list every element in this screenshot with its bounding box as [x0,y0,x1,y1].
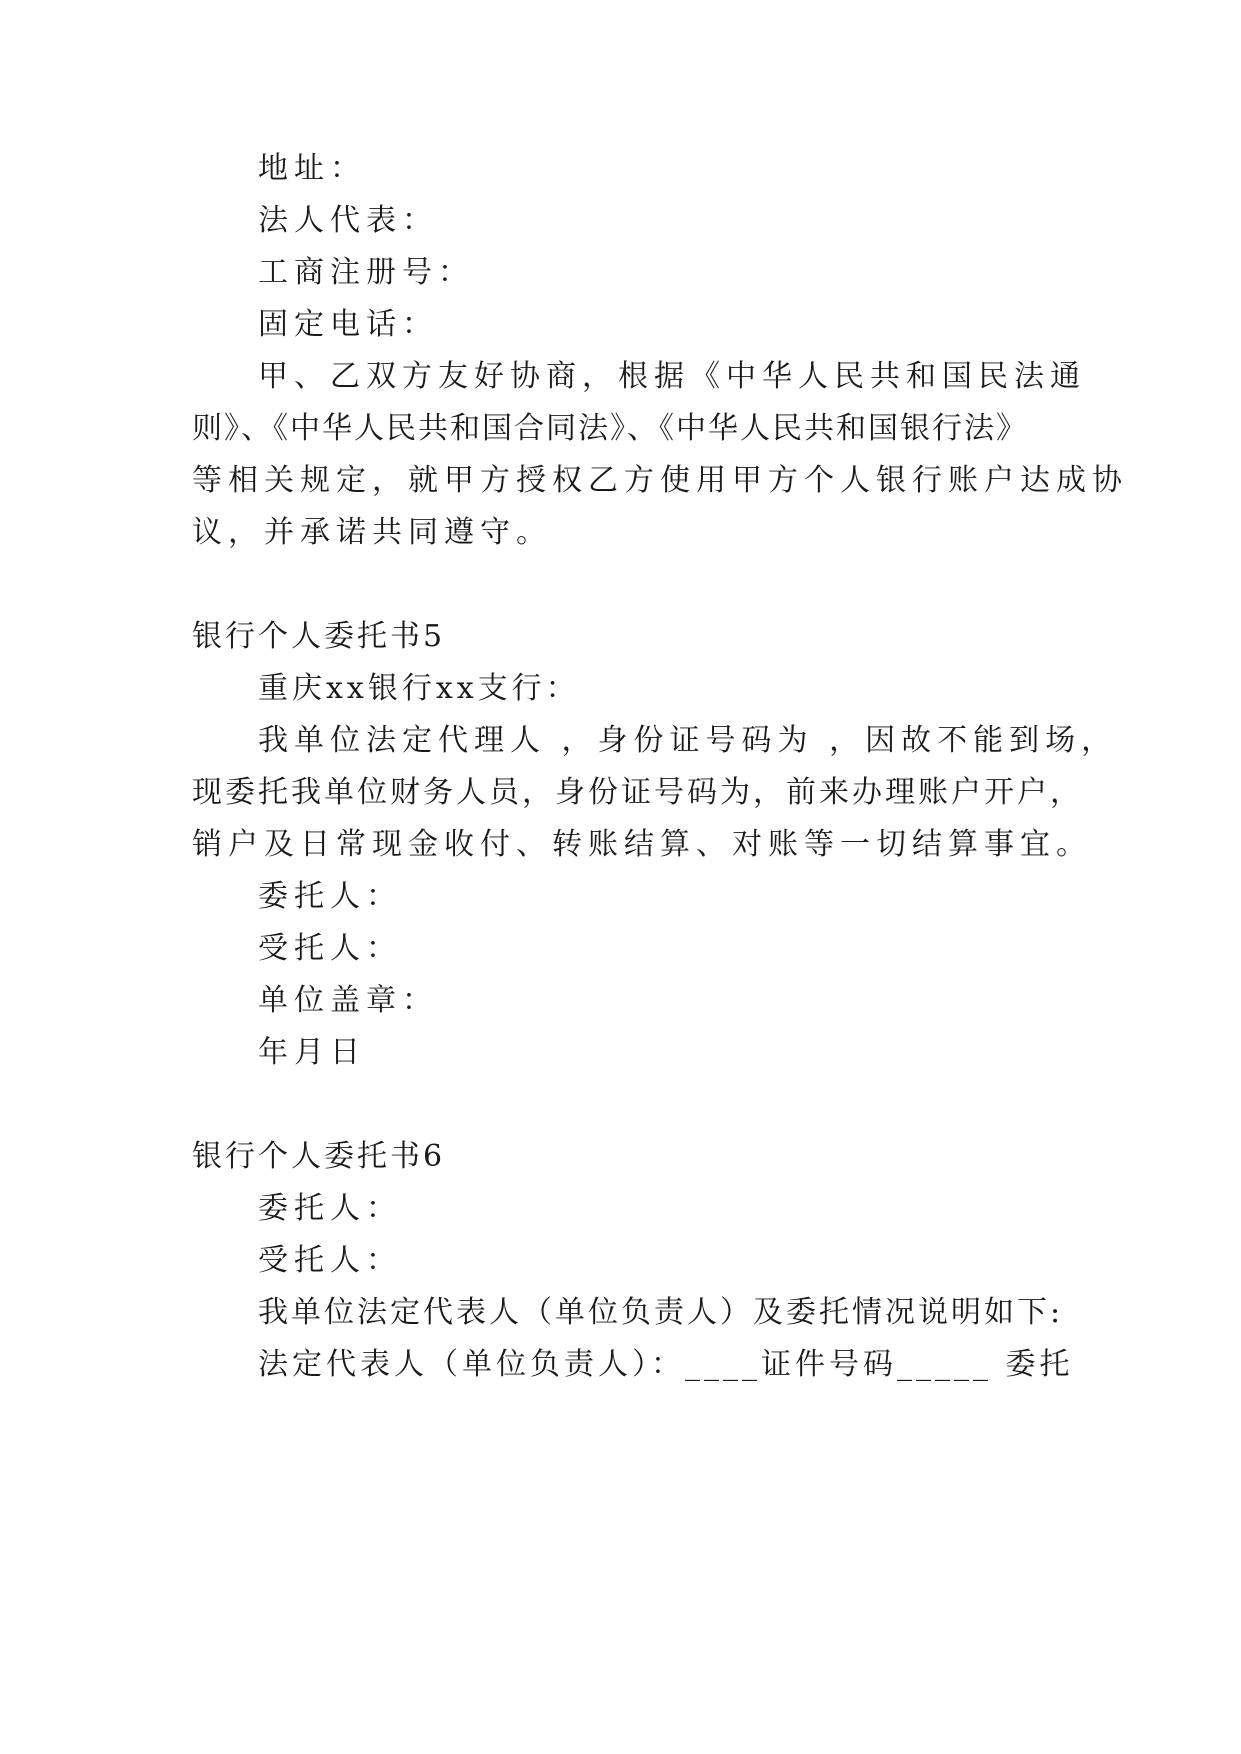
agreement-para-line: 则》、《中华人民共和国合同法》、《中华人民共和国银行法》 [192,411,1028,446]
biz-reg-label: 工商注册号： [258,255,474,290]
section-5-para-line: 销户及日常现金收付、转账结算、对账等一切结算事宜。 [192,827,1092,862]
section-5-addressee: 重庆xx银行xx支行： [258,671,580,706]
section-5-agent: 受托人： [258,931,402,966]
section-6-principal: 委托人： [258,1191,402,1226]
section-6-title: 银行个人委托书6 [192,1139,446,1174]
agreement-para-line: 等相关规定，就甲方授权乙方使用甲方个人银行账户达成协 [192,463,1128,498]
agreement-para-line: 甲、乙双方友好协商，根据《中华人民共和国民法通 [258,359,1086,394]
section-5-title: 银行个人委托书5 [192,619,446,654]
address-label: 地址： [258,151,366,186]
section-5-principal: 委托人： [258,879,402,914]
section-6-agent: 受托人： [258,1243,402,1278]
section-5-para-line: 我单位法定代理人 ，身份证号码为 ，因故不能到场， [258,723,1118,758]
section-6-legal-rep-line: 法定代表人（单位负责人）：____证件号码_____ 委托 [258,1347,1074,1382]
section-6-statement: 我单位法定代表人（单位负责人）及委托情况说明如下: [258,1295,1064,1330]
section-5-para-line: 现委托我单位财务人员，身份证号码为，前来办理账户开户， [192,775,1083,810]
section-5-seal: 单位盖章： [258,983,438,1018]
agreement-para-line: 议，并承诺共同遵守。 [192,515,552,550]
legal-rep-label: 法人代表： [258,203,438,238]
phone-label: 固定电话： [258,307,438,342]
section-5-date: 年月日 [258,1035,366,1070]
